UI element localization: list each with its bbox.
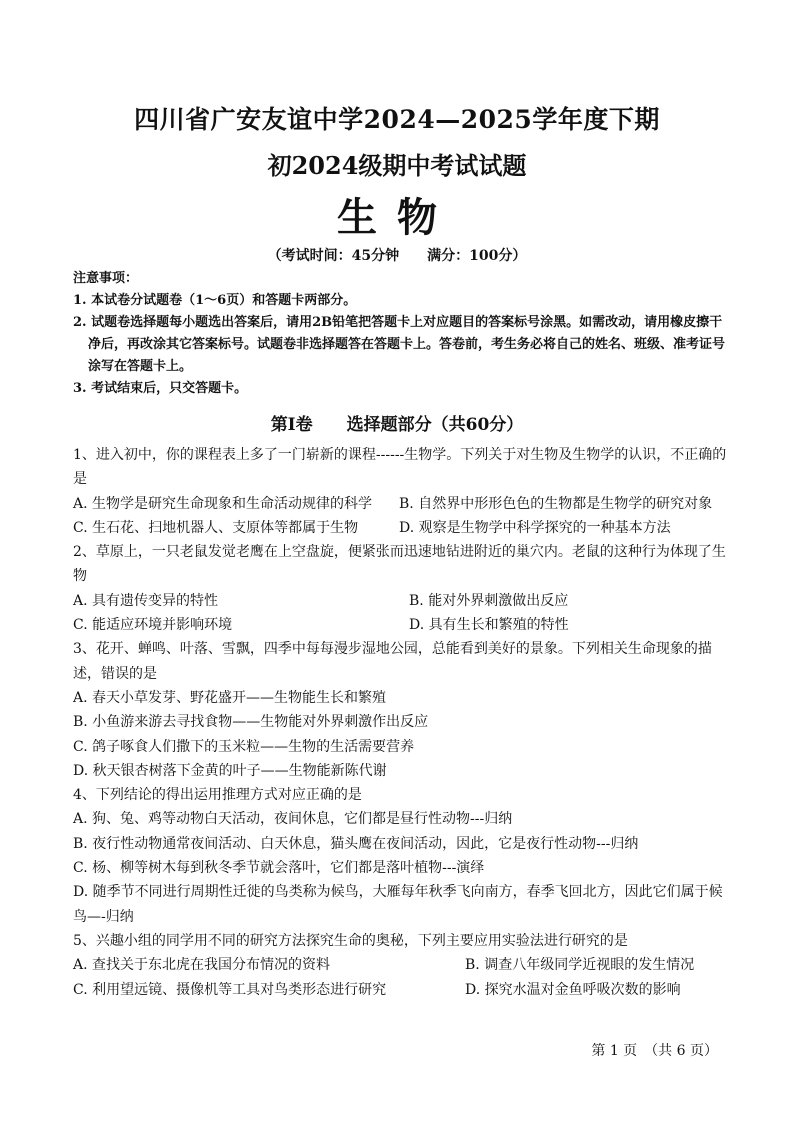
- option: D. 具有生长和繁殖的特性: [409, 617, 569, 634]
- option: B. 夜行性动物通常夜间活动、白天休息，猫头鹰在夜间活动，因此，它是夜行性动物---归纳: [73, 835, 639, 852]
- question-stem: 3、花开、蝉鸣、叶落、雪飘，四季中每每漫步湿地公园，总能看到美好的景象。下列相关生命现象的描述，错误的是: [73, 641, 712, 682]
- option-row: [73, 978, 733, 1002]
- notes-title: 注意事项：: [73, 271, 139, 286]
- option-row: [73, 953, 733, 977]
- option: C. 生石花、扫地机器人、支原体等都属于生物: [73, 519, 359, 536]
- notes-item: 3. 考试结束后，只交答题卡。: [73, 381, 248, 396]
- option: A. 查找关于东北虎在我国分布情况的资料: [73, 957, 331, 974]
- option: B. 小鱼游来游去寻找食物——生物能对外界刺激作出反应: [73, 714, 429, 731]
- exam-title-line2: 初2024级期中考试试题: [267, 151, 527, 180]
- question-stem: 5、兴趣小组的同学用不同的研究方法探究生命的奥秘，下列主要应用实验法进行研究的是: [73, 932, 628, 949]
- question-stem: 2、草原上，一只老鼠发觉老鹰在上空盘旋，便紧张而迅速地钻进附近的巢穴内。老鼠的这种行为体现了生物: [73, 544, 726, 585]
- section-heading: 第Ⅰ卷 选择题部分（共60分）: [270, 415, 524, 435]
- subject-title: 生物: [337, 194, 457, 241]
- option: C. 鸽子啄食人们撒下的玉米粒——生物的生活需要营养: [73, 738, 415, 755]
- notes-item: 1. 本试卷分试题卷（1～6页）和答题卡两部分。: [73, 293, 357, 308]
- exam-info: （考试时间：45分钟 满分：100分）: [267, 248, 527, 264]
- option: B. 自然界中形形色色的生物都是生物学的研究对象: [399, 495, 713, 512]
- option-row: [73, 492, 733, 516]
- option: A. 春天小草发芽、野花盛开——生物能生长和繁殖: [73, 689, 387, 706]
- option: A. 生物学是研究生命现象和生命活动规律的科学: [73, 495, 373, 512]
- option: C. 利用望远镜、摄像机等工具对鸟类形态进行研究: [73, 981, 387, 998]
- option: D. 随季节不同进行周期性迁徙的鸟类称为候鸟，大雁每年秋季飞向南方，春季飞回北方，因此它们属于候鸟—-归纳: [73, 884, 723, 925]
- question-stem: 4、下列结论的得出运用推理方式对应正确的是: [73, 787, 362, 804]
- option-row: [73, 613, 733, 637]
- option: D. 探究水温对金鱼呼吸次数的影响: [465, 981, 681, 998]
- option: D. 秋天银杏树落下金黄的叶子——生物能新陈代谢: [73, 762, 387, 779]
- option: B. 能对外界刺激做出反应: [409, 592, 569, 609]
- option-row: [73, 516, 733, 540]
- option-row: [73, 589, 733, 613]
- notes-item: 2. 试题卷选择题每小题选出答案后，请用2B铅笔把答题卡上对应题目的答案标号涂黑。如需改动，请用橡皮擦干净后，再改涂其它答案标号。试题卷非选择题答在答题卡上。答卷前，考生务必将自己的姓名、班级、准考证号涂写在答题卡上。: [73, 315, 726, 374]
- option: C. 能适应环境并影响环境: [73, 617, 233, 634]
- notes-section: [73, 268, 733, 400]
- option: D. 观察是生物学中科学探究的一种基本方法: [399, 519, 671, 536]
- option: A. 具有遗传变异的特性: [73, 592, 219, 609]
- page-number: 第 1 页 （共 6 页）: [591, 1043, 718, 1059]
- question-list: [73, 443, 733, 1002]
- exam-title-line1: 四川省广安友谊中学2024—2025学年度下期: [134, 105, 660, 134]
- question-stem: 1、进入初中，你的课程表上多了一门崭新的课程------生物学。下列关于对生物及生物学的认识，不正确的是: [73, 447, 727, 488]
- option: B. 调查八年级同学近视眼的发生情况: [465, 957, 695, 974]
- option: A. 狗、兔、鸡等动物白天活动，夜间休息，它们都是昼行性动物---归纳: [73, 811, 513, 828]
- option: C. 杨、柳等树木每到秋冬季节就会落叶，它们都是落叶植物---演绎: [73, 860, 485, 877]
